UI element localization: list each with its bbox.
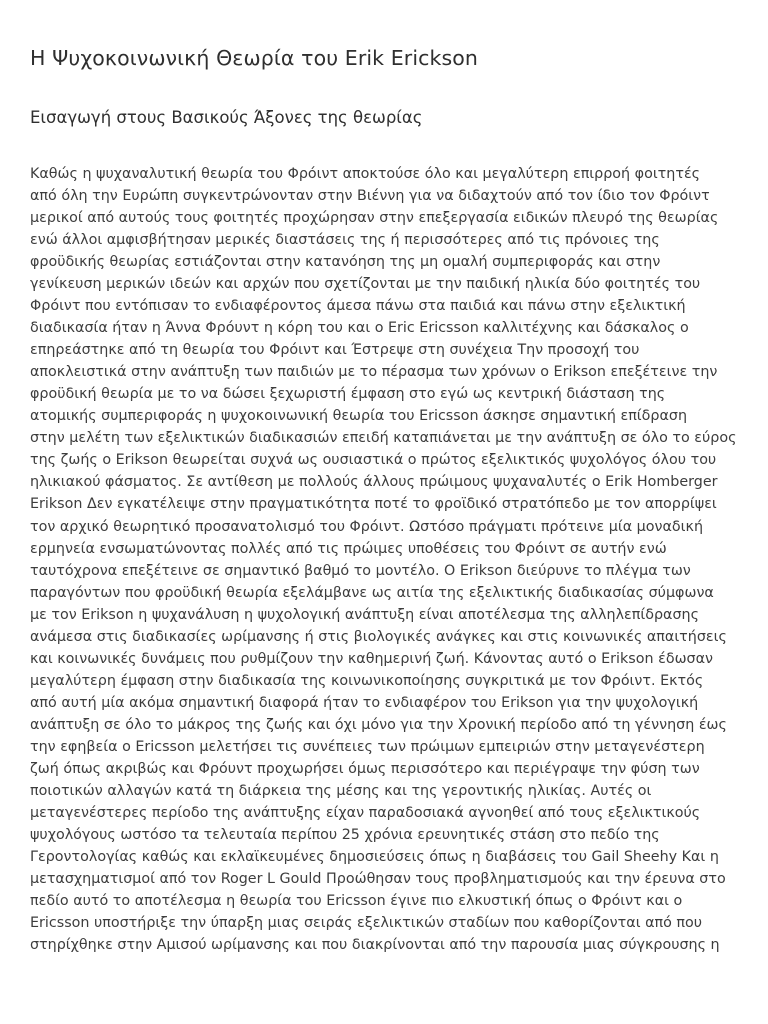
paragraph-line: από όλη την Ευρώπη συγκεντρώνονταν στην Βιέννη για να διδαχτούν από τον ίδιο τον Φρόιντ (30, 188, 710, 205)
section-heading: Εισαγωγή στους Βασικούς Άξονες της θεωρίας (30, 108, 423, 127)
paragraph-line: και κοινωνικές δυνάμεις που ρυθμίζουν την καθημερινή ζωή. Κάνοντας αυτό ο Erikson έδωσαν (30, 650, 714, 667)
paragraph-line: Φρόιντ που εντόπισαν το ενδιαφέροντος άμεσα πάνω στα παιδιά και πάνω στην εξελικτική (30, 298, 686, 315)
paragraph-line: διαδικασία ήταν η Άννα Φρόυντ η κόρη του και ο Eric Ericsson καλλιτέχνης και δάσκαλος ο (30, 320, 689, 337)
body-paragraph (30, 163, 742, 956)
paragraph-line: Καθώς η ψυχαναλυτική θεωρία του Φρόιντ αποκτούσε όλο και μεγαλύτερη επιρροή φοιτητές (30, 166, 701, 182)
paragraph-line: αποκλειστικά στην ανάπτυξη των παιδιών με το πέρασμα των χρόνων ο Erikson επεξέτεινε την (30, 364, 718, 381)
paragraph-line: ερμηνεία ενσωματώνοντας πολλές από τις πρώιμες υποθέσεις του Φρόιντ σε αυτήν ενώ (30, 540, 667, 557)
paragraph-line: ποιοτικών αλλαγών κατά τη διάρκεια της μέσης και της γεροντικής ηλικίας. Αυτές οι (30, 782, 652, 799)
paragraph-line: ηλικιακού φάσματος. Σε αντίθεση με πολλούς άλλους πρώιμους ψυχαναλυτές ο Erik Homberger (30, 474, 718, 491)
paragraph-line: ταυτόχρονα επεξέτεινε σε σημαντικό βαθμό το μοντέλο. Ο Erikson διεύρυνε το πλέγμα των (30, 562, 691, 579)
paragraph-line: φροϋδική θεωρία με το να δώσει ξεχωριστή έμφαση στο εγώ ως κεντρική διάσταση της (30, 386, 666, 403)
paragraph-line: Ericsson υποστήριξε την ύπαρξη μιας σειράς εξελικτικών σταδίων που καθορίζονται από που (30, 915, 703, 932)
paragraph-line: μερικοί από αυτούς τους φοιτητές προχώρησαν στην επεξεργασία ειδικών πλευρό της θεωρίας (30, 210, 719, 227)
paragraph-line: Erikson Δεν εγκατέλειψε στην πραγματικότητα ποτέ το φροϊδικό στρατόπεδο με τον απορρίψει (30, 496, 717, 513)
paragraph-line: ατομικής συμπεριφοράς η ψυχοκοινωνική θεωρία του Ericsson άσκησε σημαντική επίδραση (30, 408, 688, 425)
paragraph-line: στην μελέτη των εξελικτικών διαδικασιών επειδή καταπιάνεται με την ανάπτυξη σε όλο το εύρος (30, 430, 737, 447)
paragraph-line: μεγαλύτερη έμφαση στην διαδικασία της κοινωνικοποίησης συγκριτικά με τον Φρόιντ. Εκτός (30, 672, 704, 689)
paragraph-line: την εφηβεία ο Ericsson μελετήσει τις συνέπειες των πρώιμων εμπειριών στην μεταγενέστερη (30, 738, 705, 755)
document-title: Η Ψυχοκοινωνική Θεωρία του Erik Erickson (30, 46, 478, 70)
paragraph-line: πεδίο αυτό το αποτέλεσμα η θεωρία του Ericsson έγινε πιο ελκυστική όπως ο Φρόιντ και ο (30, 893, 683, 910)
paragraph-line: επηρεάστηκε από τη θεωρία του Φρόιντ και Έστρεψε στη συνέχεια Την προσοχή του (30, 342, 640, 359)
paragraph-line: μετασχηματισμοί από τον Roger L Gould Προώθησαν τους προβληματισμούς και την έρευνα στο (30, 871, 726, 887)
paragraph-line: μεταγενέστερες περίοδο της ανάπτυξης είχαν παραδοσιακά αγνοηθεί από τους εξελικτικούς (30, 804, 701, 821)
paragraph-line: παραγόντων που φροϋδική θεωρία εξελάμβανε ως αιτία της εξελικτικής διαδικασίας σύμφωνα (30, 584, 714, 601)
paragraph-line: ζωή όπως ακριβώς και Φρόυντ προχωρήσει όμως περισσότερο και περιέγραψε την φύση των (30, 760, 700, 777)
paragraph-line: στηρίχθηκε στην Αμισού ωρίμανσης και που διακρίνονται από την παρουσία μιας σύγκρουσης η (30, 937, 720, 954)
paragraph-line: γενίκευση μερικών ιδεών και αρχών που σχετίζονται με την παιδική ηλικία δύο φοιτητές του (30, 276, 701, 293)
paragraph-line: με τον Erikson η ψυχανάλυση η ψυχολογική ανάπτυξη είναι αποτέλεσμα της αλληλεπίδρασης (30, 606, 699, 623)
paragraph-line: φροϋδικής θεωρίας εστιάζονται στην κατανόηση της μη ομαλή συμπεριφοράς και στην (30, 254, 661, 271)
paragraph-line: Γεροντολογίας καθώς και εκλαϊκευμένες δημοσιεύσεις όπως η διαβάσεις του Gail Sheehy Και η (30, 848, 719, 865)
paragraph-line: τον αρχικό θεωρητικό προσανατολισμό του Φρόιντ. Ωστόσο πράγματι πρότεινε μία μοναδική (30, 518, 704, 535)
paragraph-line: ενώ άλλοι αμφισβήτησαν μερικές διαστάσεις της ή περισσότερες από τις πρόνοιες της (30, 232, 660, 249)
paragraph-line: της ζωής ο Erikson θεωρείται συχνά ως ουσιαστικά ο πρώτος εξελικτικός ψυχολόγος όλου του (30, 452, 717, 469)
paragraph-line: ανάμεσα στις διαδικασίες ωρίμανσης ή στις βιολογικές ανάγκες και στις κοινωνικές απαιτήσεις (30, 628, 727, 645)
paragraph-line: από αυτή μία ακόμα σημαντική διαφορά ήταν το ενδιαφέρον του Erikson για την ψυχολογική (30, 694, 699, 711)
paragraph-line: ψυχολόγους ωστόσο τα τελευταία περίπου 25 χρόνια ερευνητικές στάση στο πεδίο της (30, 826, 660, 843)
paragraph-line: ανάπτυξη σε όλο το μάκρος της ζωής και όχι μόνο για την Χρονική περίοδο από τη γέννηση έως (30, 716, 727, 733)
